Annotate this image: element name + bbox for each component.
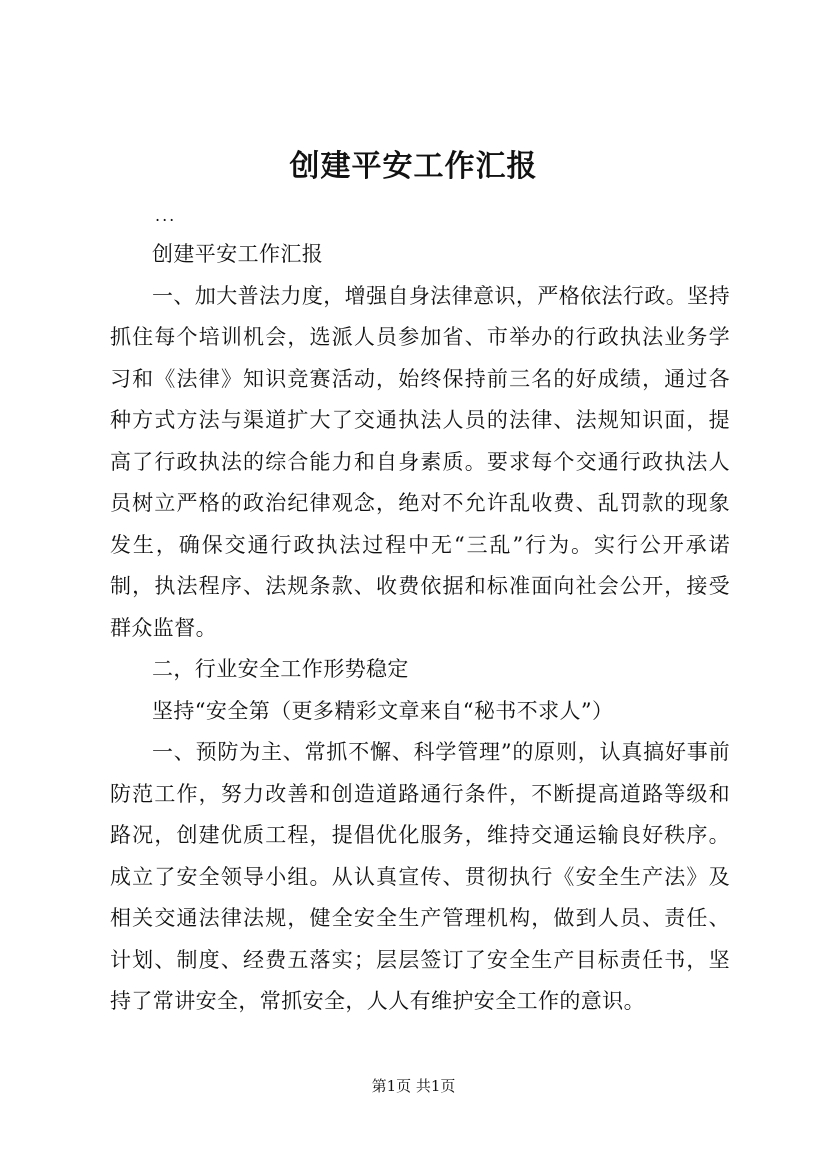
- paragraph-1: 一、加大普法力度，增强自身法律意识，严格依法行政。坚持抓住每个培训机会，选派人员参加省、市举办的行政执法业务学习和《法律》知识竞赛活动，始终保持前三名的好成绩，通过各种方式方法与渠道扩大了交通执法人员的法律、法规知识面，提高了行政执法的综合能力和自身素质。要求每个交通行政执法人员树立严格的政治纪律观念，绝对不允许乱收费、乱罚款的现象发生，确保交通行政执法过程中无“三乱”行为。实行公开承诺制，执法程序、法规条款、收费依据和标准面向社会公开，接受群众监督。: [110, 283, 730, 640]
- paragraph-2: 二，行业安全工作形势稳定: [152, 657, 409, 681]
- paragraph-4: 一、预防为主、常抓不懈、科学管理”的原则，认真搞好事前防范工作，努力改善和创造道路通行条件，不断提高道路等级和路况，创建优质工程，提倡优化服务，维持交通运输良好秩序。成立了安全领导小组。从认真宣传、贯彻执行《安全生产法》及相关交通法律法规，健全安全生产管理机构，做到人员、责任、计划、制度、经费五落实；层层签订了安全生产目标责任书，坚持了常讲安全，常抓安全，人人有维护安全工作的意识。: [110, 740, 730, 1013]
- paragraph-heading: 创建平安工作汇报: [152, 242, 324, 266]
- paragraph-3: 坚持“安全第（更多精彩文章来自“秘书不求人”）: [152, 698, 614, 723]
- document-body: [110, 200, 730, 1023]
- page-footer: 第1页 共1页: [371, 1077, 456, 1095]
- document-title: 创建平安工作汇报: [289, 149, 538, 184]
- ellipsis-marker: ...: [155, 206, 177, 225]
